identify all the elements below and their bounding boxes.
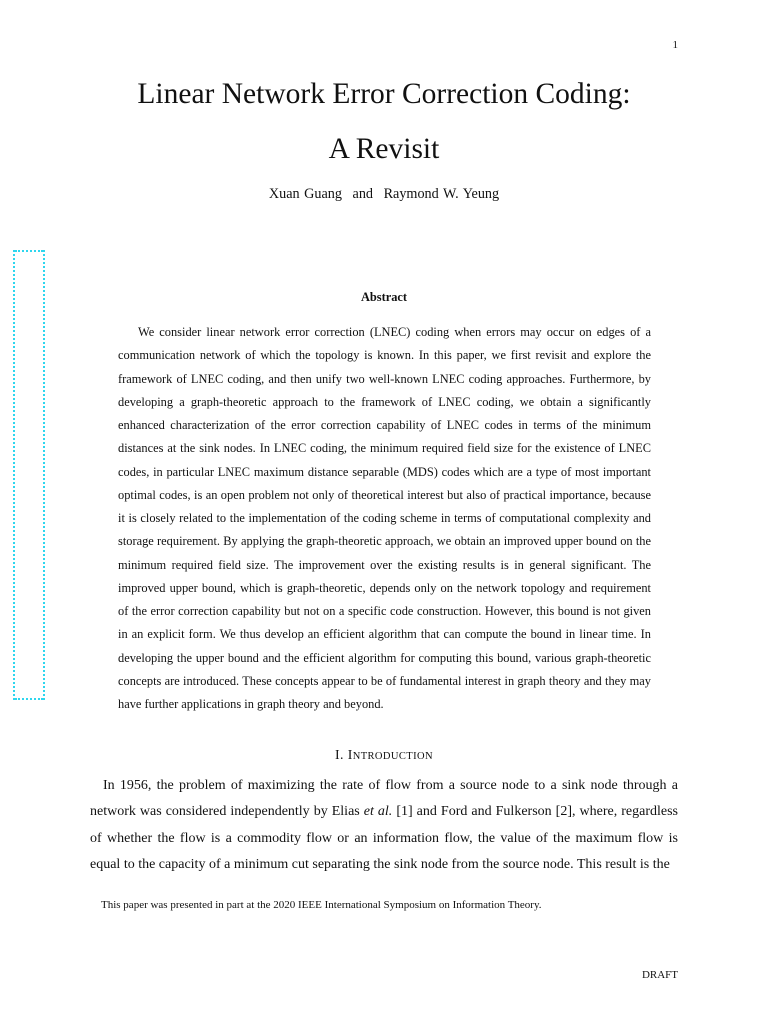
paper-title-line-1: Linear Network Error Correction Coding: — [137, 78, 631, 110]
abstract-body: We consider linear network error correction (LNEC) coding when errors may occur on edges of a communication network of which the topology is known. In this paper, we first revisit and explore the framework of LNEC coding, and then unify two well-known LNEC coding approaches. Furthermore, by developing a graph-theoretic approach to the framework of LNEC coding, we obtain a significantly enhanced characterization of the error correction capability of LNEC codes in terms of the minimum distances at the sink nodes. In LNEC coding, the minimum required field size for the existence of LNEC codes, in particular LNEC maximum distance separable (MDS) codes which are a type of most important optimal codes, is an open problem not only of theoretical interest but also of practical importance, because it is closely related to the implementation of the coding scheme in terms of computational complexity and storage requirement. By applying the graph-theoretic approach, we obtain an improved upper bound on the minimum required field size. The improvement over the existing results is in general significant. The improved upper bound, which is graph-theoretic, depends only on the network topology and requirement of the error correction capability but not on a specific code construction. However, this bound is not given in an explicit form. We thus develop an efficient algorithm that can compute the bound in linear time. In developing the upper bound and the efficient algorithm for computing this bound, various graph-theoretic concepts are introduced. These concepts appear to be of fundamental interest in graph theory and they may have further applications in graph theory and beyond. — [118, 325, 651, 712]
section-heading — [0, 747, 768, 763]
author-line — [0, 186, 768, 203]
author-name: Xuan Guang — [268, 186, 342, 202]
draft-label: DRAFT — [641, 969, 678, 981]
section-title — [348, 747, 433, 762]
section-numeral: I. — [335, 747, 344, 762]
footnote: This paper was presented in part at the 2020 IEEE International Symposium on Information Theory. — [101, 899, 542, 911]
section-title-rest: NTRODUCTION — [352, 751, 433, 762]
author-joiner: and — [352, 186, 374, 202]
intro-text-start: In 1956, the problem of maximizing the rate of flow from a source node to a sink node through a network was considered independently by Elias — [90, 778, 678, 820]
section-title-initial: I — [347, 747, 353, 762]
selection-marker — [13, 250, 45, 700]
intro-paragraph — [90, 773, 678, 878]
paper-title-line-2: A Revisit — [328, 133, 440, 165]
intro-text-end: [1] and Ford and Fulkerson [2], where, regardless of whether the flow is a commodity flow or an information flow, the value of the maximum flow is equal to the capacity of a minimum cut separating the sink node from the source node. This result is the — [90, 804, 679, 872]
abstract-heading: Abstract — [360, 290, 408, 304]
intro-etal: et al. — [363, 804, 393, 820]
page-number: 1 — [672, 39, 678, 51]
author-name: Raymond W. Yeung — [383, 186, 500, 202]
